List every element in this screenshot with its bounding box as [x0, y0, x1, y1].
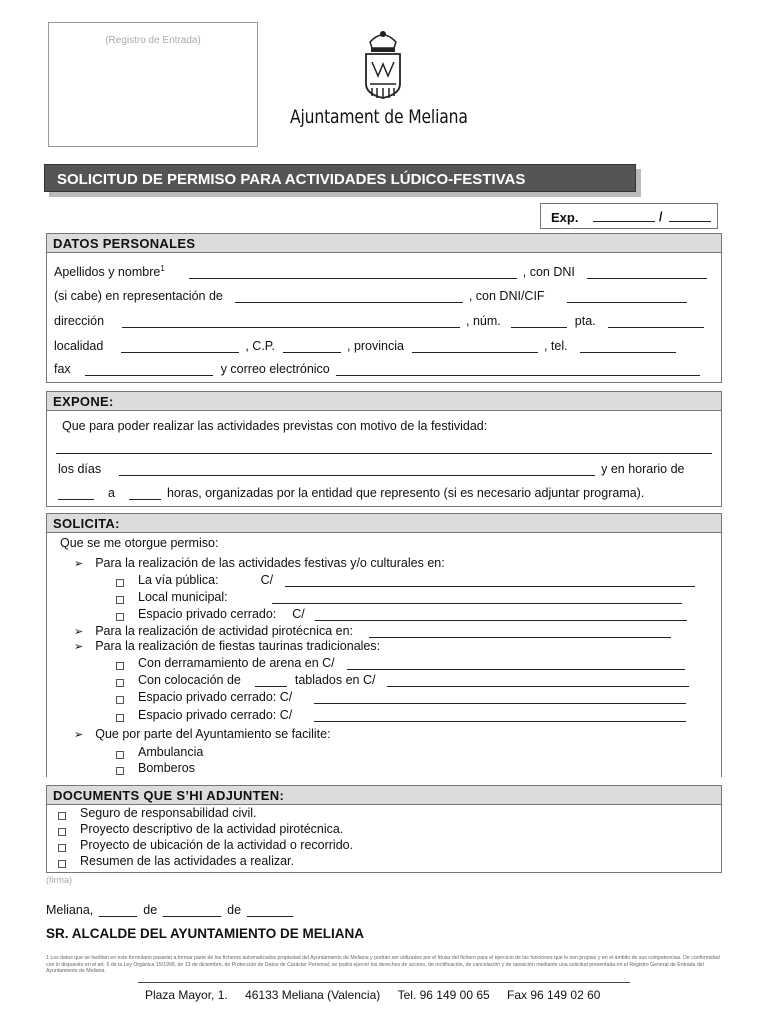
solicita-intro: Que se me otorgue permiso: — [60, 536, 219, 550]
row-via-publica — [116, 573, 695, 587]
direccion-field[interactable] — [122, 316, 460, 328]
row-privado3 — [116, 708, 686, 722]
ambulancia-label: Ambulancia — [138, 745, 204, 759]
footer-divider — [138, 982, 630, 983]
correo-field[interactable] — [336, 364, 700, 376]
dias-field[interactable] — [119, 464, 595, 476]
mes-field[interactable] — [163, 905, 221, 917]
doc-checkbox-1[interactable] — [58, 812, 66, 820]
correo-label: y correo electrónico — [220, 362, 330, 376]
bomberos-label: Bomberos — [138, 761, 195, 775]
privado1-label: Espacio privado cerrado: — [138, 607, 277, 621]
coat-of-arms-icon — [358, 28, 408, 108]
con-dni-label: , con DNI — [522, 265, 575, 280]
row-item1 — [74, 556, 445, 570]
localidad-label: localidad — [54, 339, 104, 353]
local-checkbox[interactable] — [116, 596, 124, 604]
row-item3 — [74, 639, 380, 653]
row-dias — [58, 462, 684, 476]
firma-label: (firma) — [46, 875, 72, 885]
item1-label: Para la realización de las actividades festivas y/o culturales en: — [95, 556, 445, 570]
doc-checkbox-3[interactable] — [58, 844, 66, 852]
c2-label: C/ — [292, 607, 305, 621]
hora-inicio-field[interactable] — [58, 488, 94, 500]
arrow-icon: ➢ — [74, 626, 84, 638]
row-representacion — [54, 289, 687, 303]
expone-heading: EXPONE: — [46, 391, 722, 411]
row-privado1 — [116, 607, 687, 621]
apellidos-label: Apellidos y nombre$^1$ — [54, 264, 165, 280]
row-apellidos — [54, 264, 707, 279]
doc-checkbox-4[interactable] — [58, 860, 66, 868]
a-label: a — [108, 486, 115, 500]
row-direccion — [54, 314, 704, 328]
c1-label: C/ — [260, 573, 274, 587]
footer — [145, 988, 600, 1002]
ambulancia-checkbox[interactable] — [116, 751, 124, 759]
apellidos-field[interactable] — [189, 267, 517, 279]
doc-item — [58, 822, 343, 836]
row-item4 — [74, 727, 331, 741]
hora-fin-field[interactable] — [129, 488, 161, 500]
footer-tel: Tel. 96 149 00 65 — [397, 988, 490, 1002]
colocacion-checkbox[interactable] — [116, 679, 124, 687]
arena-checkbox[interactable] — [116, 662, 124, 670]
local-label: Local municipal: — [138, 590, 228, 604]
documents-heading: DOCUMENTS QUE S’HI ADJUNTEN: — [46, 785, 722, 805]
representacion-field[interactable] — [235, 291, 463, 303]
exp-year-field[interactable] — [669, 210, 711, 222]
exp-box — [540, 203, 718, 229]
privado3-checkbox[interactable] — [116, 714, 124, 722]
num-field[interactable] — [511, 316, 567, 328]
page-title — [44, 164, 636, 192]
pta-label: pta. — [574, 314, 596, 328]
direccion-label: dirección — [54, 314, 105, 328]
item3-label: Para la realización de fiestas taurinas tradicionales: — [95, 639, 381, 653]
arena-label: Con derramamiento de arena en C/ — [138, 656, 335, 670]
row-horas — [58, 486, 644, 500]
horas-label: horas, organizadas por la entidad que represento (si es necesario adjuntar programa). — [166, 486, 645, 500]
exp-number-field[interactable] — [593, 210, 655, 222]
tel-label: , tel. — [543, 339, 568, 353]
via-publica-checkbox[interactable] — [116, 579, 124, 587]
legal-note: 1 Los datos que se facilitan en este formulario pasarán a formar parte de los ficheros automatizados propiedad del Ayuntamiento de Meliana y podrán ser utilizados por el titular del fichero para el ejercicio de las funciones que le son propias y en el ámbito de sus competencias. De conformidad con lo dispuesto en el art. 5 de la Ley Orgánica 15/1999, de 13 de diciembre, de Protección de Datos de Carácter Personal, se podrá ejercer los derechos de acceso, de rectificación, de cancelación y de oposición mediante una solicitud presentada en el Registro General de Entrada del Ayuntamiento de Meliana. — [46, 955, 720, 974]
de2-label: de — [227, 903, 242, 917]
row-fecha — [46, 903, 293, 917]
arrow-icon: ➢ — [74, 558, 84, 570]
footnote-mark: 1 — [160, 264, 165, 273]
alcalde-heading: SR. ALCALDE DEL AYUNTAMIENTO DE MELIANA — [46, 926, 365, 941]
dia-field[interactable] — [99, 905, 137, 917]
footer-fax: Fax 96 149 02 60 — [507, 988, 601, 1002]
page-title-text: SOLICITUD DE PERMISO PARA ACTIVIDADES LÚDICO-FESTIVAS — [57, 171, 526, 188]
tablados-field[interactable] — [387, 675, 689, 687]
doc-label-2: Proyecto descriptivo de la actividad pirotécnica. — [80, 822, 344, 836]
horario-label: y en horario de — [601, 462, 685, 476]
doc-item — [58, 806, 257, 820]
row-item2 — [74, 624, 671, 638]
exp-separator: / — [659, 210, 663, 224]
pta-field[interactable] — [608, 316, 704, 328]
datos-heading: DATOS PERSONALES — [46, 233, 722, 253]
provincia-label: , provincia — [347, 339, 404, 353]
via-publica-label: La vía pública: — [138, 573, 219, 587]
via-publica-field[interactable] — [285, 575, 695, 587]
doc-label-3: Proyecto de ubicación de la actividad o recorrido. — [80, 838, 354, 852]
doc-label-4: Resumen de las actividades a realizar. — [80, 854, 295, 868]
org-name: Ajuntament de Meliana — [290, 106, 468, 128]
pirotecnica-field[interactable] — [369, 626, 671, 638]
privado1-checkbox[interactable] — [116, 613, 124, 621]
arena-field[interactable] — [347, 658, 685, 670]
privado2-field[interactable] — [314, 692, 686, 704]
doc-item — [58, 854, 294, 868]
cp-field[interactable] — [283, 341, 341, 353]
los-dias-label: los días — [58, 462, 102, 476]
tablados-count-field[interactable] — [255, 675, 287, 687]
row-privado2 — [116, 690, 686, 704]
anio-field[interactable] — [247, 905, 293, 917]
fecha-place: Meliana, — [46, 903, 94, 917]
con-dni-cif-label: , con DNI/CIF — [468, 289, 545, 303]
num-label: , núm. — [466, 314, 501, 328]
representacion-label: (si cabe) en representación de — [54, 289, 223, 303]
row-ambulancia — [116, 745, 203, 759]
row-local — [116, 590, 682, 604]
fax-label: fax — [54, 362, 71, 376]
colocacion-label: Con colocación de — [138, 673, 241, 687]
doc-checkbox-2[interactable] — [58, 828, 66, 836]
dni-field[interactable] — [587, 267, 707, 279]
solicita-heading: SOLICITA: — [46, 513, 722, 533]
tablados-label: tablados en C/ — [294, 673, 376, 687]
row-localidad — [54, 339, 676, 353]
doc-label-1: Seguro de responsabilidad civil. — [80, 806, 257, 820]
dni-cif-field[interactable] — [567, 291, 687, 303]
row-bomberos — [116, 761, 195, 775]
footer-city: 46133 Meliana (Valencia) — [245, 988, 381, 1002]
row-colocacion — [116, 673, 689, 687]
arrow-icon: ➢ — [74, 729, 84, 741]
registry-box-label: (Registro de Entrada) — [105, 35, 201, 46]
item2-label: Para la realización de actividad pirotécnica en: — [95, 624, 354, 638]
registry-box — [48, 22, 258, 147]
privado3-label: Espacio privado cerrado: C/ — [138, 708, 293, 722]
privado1-field[interactable] — [315, 609, 687, 621]
privado3-field[interactable] — [314, 710, 686, 722]
tel-field[interactable] — [580, 341, 676, 353]
de1-label: de — [143, 903, 158, 917]
footer-address: Plaza Mayor, 1. — [145, 988, 228, 1002]
privado2-label: Espacio privado cerrado: C/ — [138, 690, 293, 704]
bomberos-checkbox[interactable] — [116, 767, 124, 775]
item4-label: Que por parte del Ayuntamiento se facilite: — [95, 727, 331, 741]
doc-item — [58, 838, 353, 852]
exp-label: Exp. — [551, 210, 579, 225]
arrow-icon: ➢ — [74, 641, 84, 653]
privado2-checkbox[interactable] — [116, 696, 124, 704]
row-fax — [54, 362, 700, 376]
fax-field[interactable] — [85, 364, 213, 376]
row-arena — [116, 656, 685, 670]
local-field[interactable] — [272, 592, 682, 604]
expone-text: Que para poder realizar las actividades previstas con motivo de la festividad: — [62, 419, 488, 433]
festividad-field[interactable] — [56, 442, 712, 454]
localidad-field[interactable] — [121, 341, 239, 353]
cp-label: , C.P. — [245, 339, 275, 353]
provincia-field[interactable] — [412, 341, 538, 353]
